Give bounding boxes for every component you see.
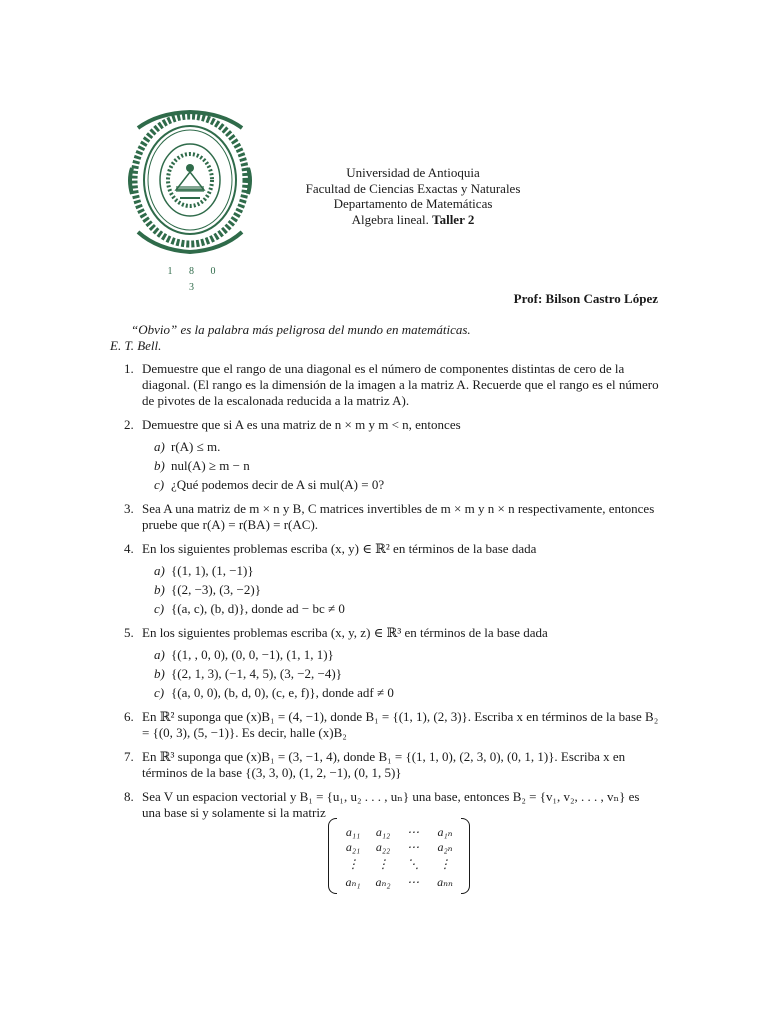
quote-text: “Obvio” es la palabra más peligrosa del mundo en matemáticas. bbox=[131, 322, 471, 337]
problem-item bbox=[110, 709, 660, 741]
workshop-title: Taller 2 bbox=[432, 211, 475, 227]
problem-number: 2. bbox=[124, 417, 134, 432]
epigraph-quote bbox=[110, 322, 670, 354]
department-name: Departamento de Matemáticas bbox=[333, 196, 493, 211]
seal-year: 1 8 0 3 bbox=[167, 266, 223, 293]
matrix-cell: ⋮ bbox=[439, 857, 451, 871]
matrix-cell: a₂₂ bbox=[375, 840, 391, 854]
problem-text: Sea A una matriz de m × n y B, C matrices invertibles de m × m y n × n respectivamente, entonces pruebe que r(A) = r(BA) = r(AC). bbox=[142, 501, 655, 532]
problem-text: En ℝ² suponga que (x)B₁ = (4, −1), donde B₁ = {(1, 1), (2, 3)}. Escriba x en términos de la base B₂ = {(0, 3), (5, −1)}. Es decir, halle (x)B₂ bbox=[142, 709, 659, 740]
matrix-cell: aₙₙ bbox=[437, 875, 453, 889]
subproblem-item bbox=[142, 601, 660, 617]
subproblem-letter: c) bbox=[154, 477, 165, 492]
faculty-name: Facultad de Ciencias Exactas y Naturales bbox=[305, 180, 521, 196]
subproblem-text: {(a, c), (b, d)}, donde ad − bc ≠ 0 bbox=[171, 601, 345, 616]
matrix-cell: ⋯ bbox=[407, 875, 419, 889]
problem-item bbox=[110, 541, 660, 617]
course-title bbox=[260, 212, 566, 228]
problem-number: 3. bbox=[124, 501, 134, 516]
problem-list bbox=[110, 361, 660, 829]
problem-text: Demuestre que el rango de una diagonal es el número de componentes distintas de cero de la diagonal. (El rango es la dimensión de la imagen a la matriz A. Recuerde que el rango es el número de pivotes de la escalonada reducida a la matriz A). bbox=[142, 361, 659, 408]
subproblem-text: {(1, 1), (1, −1)} bbox=[171, 563, 254, 578]
subproblem-item bbox=[142, 477, 660, 493]
matrix-cell: aₙ₂ bbox=[375, 875, 391, 889]
problem-text: En ℝ³ suponga que (x)B₁ = (3, −1, 4), donde B₁ = {(1, 1, 0), (2, 3, 0), (0, 1, 1)}. Escriba x en términos de la base {(3, 3, 0), (1, 2, −1), (0, 1, 5)} bbox=[142, 749, 626, 780]
problem-number: 8. bbox=[124, 789, 134, 804]
problem-item bbox=[110, 625, 660, 701]
subproblem-letter: c) bbox=[154, 685, 165, 700]
problem-text: Demuestre que si A es una matriz de n × m y m < n, entonces bbox=[142, 417, 461, 432]
problem-item bbox=[110, 417, 660, 493]
subproblem-letter: b) bbox=[154, 666, 165, 681]
subproblem-text: {(2, −3), (3, −2)} bbox=[171, 582, 261, 597]
subproblem-text: r(A) ≤ m. bbox=[171, 439, 221, 454]
matrix-cell: a₁₁ bbox=[345, 825, 361, 839]
problem-item bbox=[110, 361, 660, 409]
subproblem-letter: a) bbox=[154, 439, 165, 454]
matrix-cell: ⋮ bbox=[377, 857, 389, 871]
subproblem-item bbox=[142, 647, 660, 663]
subproblem-letter: a) bbox=[154, 563, 165, 578]
subproblem-text: {(a, 0, 0), (b, d, 0), (c, e, f)}, donde adf ≠ 0 bbox=[171, 685, 394, 700]
quote-author: E. T. Bell. bbox=[110, 338, 162, 353]
subproblem-item bbox=[142, 666, 660, 682]
problem-number: 5. bbox=[124, 625, 134, 640]
problem-text: En los siguientes problemas escriba (x, y) ∈ ℝ² en términos de la base dada bbox=[142, 541, 537, 556]
coefficient-matrix bbox=[328, 820, 470, 892]
problem-number: 7. bbox=[124, 749, 134, 764]
matrix-cell: ⋮ bbox=[347, 857, 359, 871]
subproblem-item bbox=[142, 458, 660, 474]
university-seal-logo bbox=[128, 108, 252, 256]
subproblem-list bbox=[142, 563, 660, 617]
subproblem-text: {(1, , 0, 0), (0, 0, −1), (1, 1, 1)} bbox=[171, 647, 334, 662]
subproblem-letter: a) bbox=[154, 647, 165, 662]
problem-item bbox=[110, 749, 660, 781]
problem-text: En los siguientes problemas escriba (x, y, z) ∈ ℝ³ en términos de la base dada bbox=[142, 625, 548, 640]
matrix-cell: a₂ₙ bbox=[437, 840, 453, 854]
subproblem-letter: b) bbox=[154, 582, 165, 597]
problem-item bbox=[110, 789, 660, 821]
subproblem-text: nul(A) ≥ m − n bbox=[171, 458, 250, 473]
problem-text: Sea V un espacion vectorial y B₁ = {u₁, u₂ . . . , uₙ} una base, entonces B₂ = {v₁, v₂, . . . , vₙ} es una base si y solamente si la matriz bbox=[142, 789, 640, 820]
course-name: Algebra lineal. bbox=[351, 211, 429, 227]
matrix-cell: a₁₂ bbox=[375, 825, 391, 839]
matrix-cell: ⋯ bbox=[407, 840, 419, 854]
subproblem-item bbox=[142, 582, 660, 598]
subproblem-list bbox=[142, 439, 660, 493]
matrix-cell: a₁ₙ bbox=[437, 825, 453, 839]
subproblem-list bbox=[142, 647, 660, 701]
subproblem-letter: c) bbox=[154, 601, 165, 616]
subproblem-text: ¿Qué podemos decir de A si mul(A) = 0? bbox=[171, 477, 385, 492]
problem-number: 4. bbox=[124, 541, 134, 556]
subproblem-letter: b) bbox=[154, 458, 165, 473]
subproblem-text: {(2, 1, 3), (−1, 4, 5), (3, −2, −4)} bbox=[171, 666, 342, 681]
problem-number: 1. bbox=[124, 361, 134, 376]
matrix-cell: a₂₁ bbox=[345, 840, 361, 854]
subproblem-item bbox=[142, 685, 660, 701]
subproblem-item bbox=[142, 563, 660, 579]
matrix-cell: aₙ₁ bbox=[345, 875, 361, 889]
problem-item bbox=[110, 501, 660, 533]
subproblem-item bbox=[142, 439, 660, 455]
document-header bbox=[260, 165, 566, 227]
matrix-cell: ⋱ bbox=[407, 857, 419, 871]
university-name: Universidad de Antioquia bbox=[346, 165, 480, 180]
matrix-right-paren bbox=[461, 818, 470, 894]
matrix-cell: ⋯ bbox=[407, 825, 419, 839]
professor-name: Prof: Bilson Castro López bbox=[513, 291, 658, 306]
problem-number: 6. bbox=[124, 709, 134, 724]
